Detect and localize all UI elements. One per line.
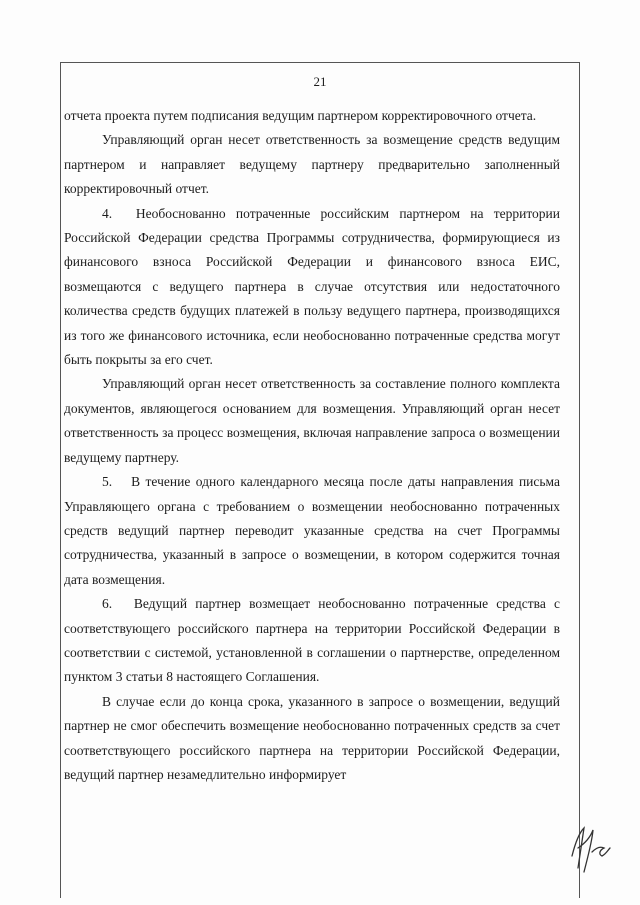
body-text [64,104,560,787]
paragraph-continuation: отчета проекта путем подписания ведущим партнером корректировочного отчета. [64,108,537,123]
handwritten-initials [566,818,616,878]
paragraph-item-5: 5. В течение одного календарного месяца после даты направления письма Управляющего органа с требованием о возмещении необоснованно потраченных средств ведущий партнер переводит указанные средства на счет Программы сотрудничества, указанный в запросе о возмещении, в котором содержится точная дата возмещения. [64,474,560,587]
paragraph-deadline-case: В случае если до конца срока, указанного в запросе о возмещении, ведущий партнер не смог обеспечить возмещение необоснованно потраченных средств за счет соответствующего российского партнера на территории Российской Федерации, ведущий партнер незамедлительно информирует [64,693,560,782]
paragraph-document-package: Управляющий орган несет ответственность за составление полного комплекта документов, являющегося основанием для возмещения. Управляющий орган несет ответственность за процесс возмещения, включая направление запроса о возмещении ведущему партнеру. [64,376,560,465]
page-number: 21 [313,74,327,89]
paragraph-managing-body-responsibility: Управляющий орган несет ответственность за возмещение средств ведущим партнером и направляет ведущему партнеру предварительно заполненный корректировочный отчет. [64,132,560,197]
paragraph-item-4: 4. Необоснованно потраченные российским партнером на территории Российской Федерации средства Программы сотрудничества, формирующиеся из финансового взноса Российской Федерации и финансового взноса ЕИС, возмещаются с ведущего партнера в случае отсутствия или недостаточного количества средств будущих платежей в пользу ведущего партнера, производящихся из того же финансового источника, если необоснованно потраченные средства могут быть покрыты за его счет. [64,205,560,368]
paragraph-item-6: 6. Ведущий партнер возмещает необоснованно потраченные средства с соответствующего российского партнера на территории Российской Федерации в соответствии с системой, установленной в соглашении о партнерстве, определенном пунктом 3 статьи 8 настоящего Соглашения. [64,596,560,685]
